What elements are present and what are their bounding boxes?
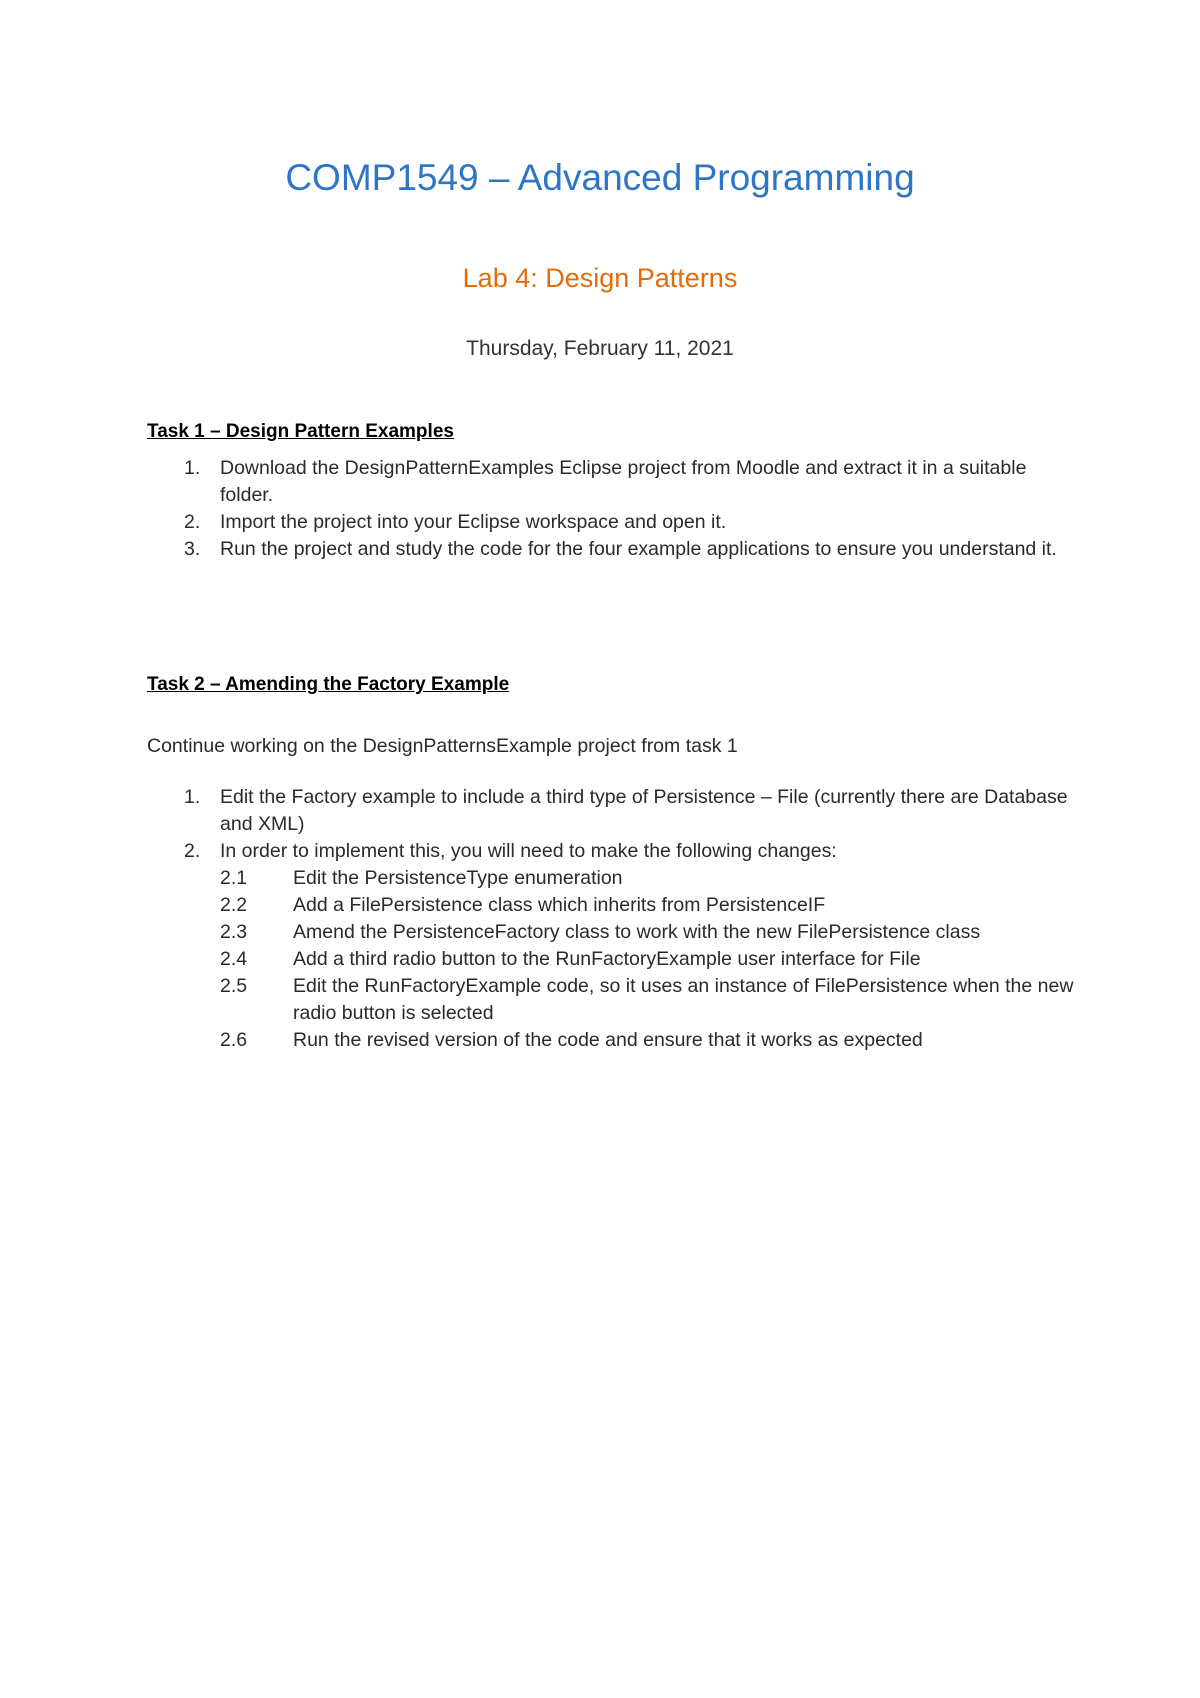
sublist-item-text: Run the revised version of the code and ensure that it works as expected bbox=[293, 1029, 923, 1051]
sublist-item-number: 2.1 bbox=[220, 867, 248, 889]
list-item-text: Run the project and study the code for the four example applications to ensure you understand it. bbox=[220, 538, 1057, 560]
sublist-item bbox=[220, 892, 1077, 919]
list-item bbox=[147, 536, 1077, 563]
list-item-number: 1. bbox=[184, 457, 201, 479]
task1-heading: Task 1 – Design Pattern Examples bbox=[147, 421, 454, 442]
list-item-text: Import the project into your Eclipse workspace and open it. bbox=[220, 511, 727, 533]
list-item-number: 2. bbox=[184, 840, 201, 862]
list-item-text: In order to implement this, you will need to make the following changes: bbox=[220, 840, 837, 862]
list-item bbox=[147, 509, 1077, 536]
list-item-text: Download the DesignPatternExamples Eclipse project from Moodle and extract it in a suitable folder. bbox=[220, 457, 1027, 506]
sublist-item-text: Edit the PersistenceType enumeration bbox=[293, 867, 623, 889]
document-title: COMP1549 – Advanced Programming bbox=[285, 157, 915, 198]
task2-list bbox=[147, 784, 1077, 1054]
list-item-text: Edit the Factory example to include a third type of Persistence – File (currently there are Database and XML) bbox=[220, 786, 1068, 835]
sublist-item-text: Add a third radio button to the RunFactoryExample user interface for File bbox=[293, 948, 921, 970]
sublist-item bbox=[220, 973, 1077, 1027]
task2-intro: Continue working on the DesignPatternsExample project from task 1 bbox=[147, 735, 738, 757]
sublist-item-text: Add a FilePersistence class which inherits from PersistenceIF bbox=[293, 894, 826, 916]
sublist-item-number: 2.5 bbox=[220, 975, 248, 997]
task1-list bbox=[147, 455, 1077, 563]
sublist-item-text: Edit the RunFactoryExample code, so it uses an instance of FilePersistence when the new radio button is selected bbox=[293, 975, 1074, 1024]
document-subtitle: Lab 4: Design Patterns bbox=[462, 263, 738, 293]
sublist-item bbox=[220, 865, 1077, 892]
sublist-item bbox=[220, 1027, 1077, 1054]
list-item-number: 2. bbox=[184, 511, 201, 533]
sublist-item bbox=[220, 919, 1077, 946]
sublist-item-number: 2.4 bbox=[220, 948, 248, 970]
sublist-item-number: 2.6 bbox=[220, 1029, 248, 1051]
list-item-number: 1. bbox=[184, 786, 201, 808]
list-item-number: 3. bbox=[184, 538, 201, 560]
task2-heading: Task 2 – Amending the Factory Example bbox=[147, 674, 510, 695]
sublist-item-number: 2.3 bbox=[220, 921, 248, 943]
document-date: Thursday, February 11, 2021 bbox=[466, 337, 734, 360]
sublist-item-number: 2.2 bbox=[220, 894, 248, 916]
list-item bbox=[147, 455, 1077, 509]
list-item bbox=[147, 784, 1077, 838]
task2-sublist bbox=[220, 865, 1077, 1054]
list-item bbox=[147, 838, 1077, 1054]
sublist-item-text: Amend the PersistenceFactory class to work with the new FilePersistence class bbox=[293, 921, 981, 943]
sublist-item bbox=[220, 946, 1077, 973]
